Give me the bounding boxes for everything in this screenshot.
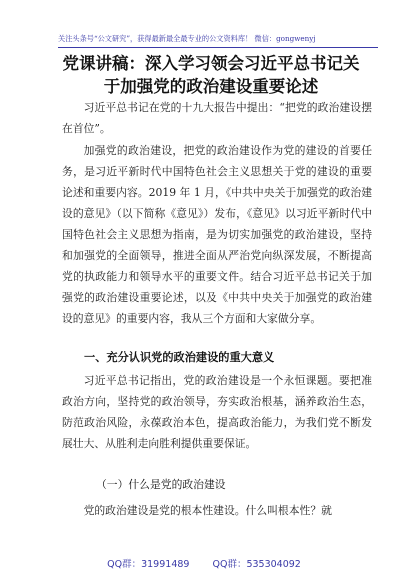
qq-group-1: QQ群：31991489 [107, 559, 190, 570]
paragraph-overview: 加强党的政治建设，把党的政治建设作为党的建设的首要任务，是习近平新时代中国特色社会主义思想关于党的建设的重要论述和重要内容。2019 年 1 月，《中共中央关于加强党的政治建设的意见》（以下简称《意见》）发布，《意见》以习近平新时代中国特色社会主义思想为指南，是为切实加强党的政治建设，坚持和加强党的全面领导，推进全面从严治党向纵深发展，不断提高党的执政能力和领导水平的重要文件。结合习近平总书记关于加强党的政治建设重要论述，以及《中共中央关于加强党的政治建设的意见》的重要内容，我从三个方面和大家做分享。 [62, 144, 372, 325]
section-heading: 一、充分认识党的政治建设的重大意义 [84, 351, 275, 364]
promo-header: 关注头条号“公文研究”，获得最新最全最专业的公文资料库！ 微信：gongwenyj [58, 34, 378, 48]
qq-footer [0, 556, 408, 570]
qq-group-2: QQ群：535304092 [212, 559, 301, 570]
document-title: 党课讲稿：深入学习领会习近平总书记关于加强党的政治建设重要论述 [62, 54, 360, 96]
subsection-heading: （一）什么是党的政治建设 [96, 478, 226, 491]
paragraph-significance: 习近平总书记指出，党的政治建设是一个永恒课题。要把准政治方向，坚持党的政治领导，夯实政治根基，涵养政治生态，防范政治风险，永葆政治本色，提高政治能力，为我们党不断发展壮大、从胜利走向胜利提供重要保证。 [62, 374, 372, 450]
paragraph-intro: 习近平总书记在党的十九大报告中提出：“把党的政治建设摆在首位”。 [62, 101, 372, 135]
paragraph-fundamental: 党的政治建设是党的根本性建设。什么叫根本性？就 [83, 504, 332, 517]
